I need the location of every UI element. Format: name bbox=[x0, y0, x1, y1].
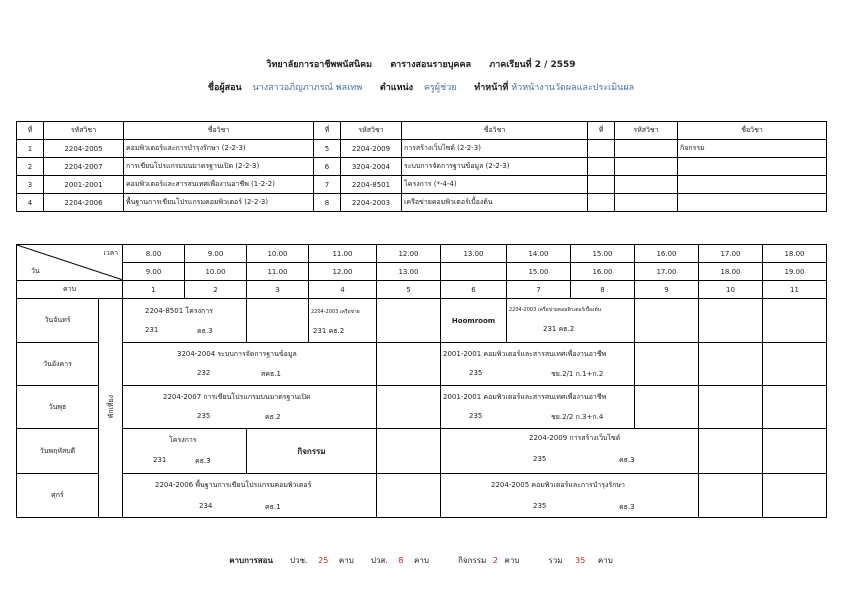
cell: 3204-2004 bbox=[341, 158, 402, 176]
class-slot bbox=[441, 343, 635, 386]
empty-slot bbox=[763, 386, 827, 429]
time-cell: 16.00 bbox=[635, 245, 699, 263]
cell: 4 bbox=[17, 194, 44, 212]
class-room: 231 bbox=[153, 456, 167, 464]
period-cell: 9 bbox=[635, 281, 699, 299]
time-cell: 13.00 bbox=[377, 263, 441, 281]
col-name: ชื่อวิชา bbox=[124, 122, 314, 140]
cell: 5 bbox=[314, 140, 341, 158]
period-cell: 8 bbox=[571, 281, 635, 299]
pvc-value: 25 bbox=[318, 556, 329, 565]
time-end-row bbox=[17, 263, 827, 281]
teaching-summary bbox=[0, 554, 842, 567]
cell: 2001-2001 bbox=[44, 176, 124, 194]
empty-slot bbox=[699, 474, 763, 518]
period-cell: 10 bbox=[699, 281, 763, 299]
total-label: รวม bbox=[548, 556, 563, 565]
time-label: เวลา bbox=[103, 249, 118, 257]
empty-slot bbox=[699, 299, 763, 343]
unit: คาบ bbox=[597, 556, 613, 565]
empty-slot bbox=[247, 299, 309, 343]
col-name: ชื่อวิชา bbox=[402, 122, 588, 140]
cell bbox=[588, 158, 615, 176]
class-group: คธ.3 bbox=[619, 456, 635, 464]
cell: 8 bbox=[314, 194, 341, 212]
col-name: ชื่อวิชา bbox=[678, 122, 827, 140]
table-row bbox=[17, 158, 827, 176]
cell: 6 bbox=[314, 158, 341, 176]
cell bbox=[678, 194, 827, 212]
class-code: 2204-2007 การเขียนโปรแกรมบนมาตรฐานเปิด bbox=[163, 393, 311, 401]
cell: กิจกรรม bbox=[678, 140, 827, 158]
class-room: 235 bbox=[533, 502, 547, 510]
class-code: 3204-2004 ระบบการจัดการฐานข้อมูล bbox=[177, 350, 297, 358]
empty-slot bbox=[763, 474, 827, 518]
empty-slot bbox=[377, 429, 441, 474]
day-row-tuesday bbox=[17, 343, 827, 386]
duty-value: หัวหน้างานวัดผลและประเมินผล bbox=[511, 83, 635, 93]
activity-value: 2 bbox=[492, 556, 498, 565]
college-name: วิทยาลัยการอาชีพพนัสนิคม bbox=[266, 60, 373, 70]
col-code: รหัสวิชา bbox=[44, 122, 124, 140]
position-value: ครูผู้ช่วย bbox=[423, 83, 457, 93]
empty-slot bbox=[377, 474, 441, 518]
class-room: 234 bbox=[199, 502, 213, 510]
cell bbox=[615, 176, 678, 194]
position-label: ตำแหน่ง bbox=[379, 83, 414, 93]
time-cell: 12.00 bbox=[309, 263, 377, 281]
time-cell: 17.00 bbox=[699, 245, 763, 263]
unit: คาบ bbox=[414, 556, 429, 565]
class-code: 2001-2001 คอมพิวเตอร์และสารสนเทศเพื่องานอาชีพ bbox=[443, 393, 607, 401]
empty-slot bbox=[763, 299, 827, 343]
unit: คาบ bbox=[338, 556, 354, 565]
time-cell: 19.00 bbox=[763, 263, 827, 281]
empty-slot bbox=[699, 343, 763, 386]
day-name: วันอังคาร bbox=[17, 343, 99, 386]
time-cell: 9.00 bbox=[185, 245, 247, 263]
time-cell: 17.00 bbox=[635, 263, 699, 281]
class-room: 231 คธ.2 bbox=[313, 327, 345, 335]
time-cell: 10.00 bbox=[247, 245, 309, 263]
class-code: โครงการ bbox=[169, 436, 197, 444]
cell: เครือข่ายคอมพิวเตอร์เบื้องต้น bbox=[402, 194, 588, 212]
period-cell: 2 bbox=[185, 281, 247, 299]
time-cell: 13.00 bbox=[441, 245, 507, 263]
class-code: 2204-2003 เครือข่าย bbox=[311, 309, 360, 315]
cell: 1 bbox=[17, 140, 44, 158]
cell: 2204-2007 bbox=[44, 158, 124, 176]
day-row-monday bbox=[17, 299, 827, 343]
term-value: 2 / 2559 bbox=[534, 60, 576, 70]
class-slot bbox=[123, 299, 247, 343]
cell bbox=[588, 194, 615, 212]
teacher-label: ชื่อผู้สอน bbox=[207, 83, 242, 93]
empty-slot bbox=[377, 386, 441, 429]
class-group: ชย.2/1 ก.1+ก.2 bbox=[551, 370, 604, 378]
empty-slot bbox=[635, 386, 699, 429]
class-code: 2001-2001 คอมพิวเตอร์และสารสนเทศเพื่องานอาชีพ bbox=[443, 350, 607, 358]
cell bbox=[588, 176, 615, 194]
class-room: 232 bbox=[197, 369, 211, 377]
day-name: วันพุธ bbox=[17, 386, 99, 429]
cell: คอมพิวเตอร์และการบำรุงรักษา (2-2-3) bbox=[124, 140, 314, 158]
summary-label: คาบการสอน bbox=[229, 556, 273, 565]
class-group: คธ.3 bbox=[195, 457, 211, 465]
period-label: คาบ bbox=[17, 281, 123, 299]
time-cell: 10.00 bbox=[185, 263, 247, 281]
period-cell: 7 bbox=[507, 281, 571, 299]
class-room: 235 bbox=[197, 412, 211, 420]
unit: คาบ bbox=[504, 556, 520, 565]
class-group: สคธ.1 bbox=[261, 370, 281, 378]
period-cell: 4 bbox=[309, 281, 377, 299]
class-slot bbox=[123, 343, 377, 386]
time-cell: 12.00 bbox=[377, 245, 441, 263]
period-cell: 11 bbox=[763, 281, 827, 299]
time-cell: 16.00 bbox=[571, 263, 635, 281]
cell: การสร้างเว็บไซต์ (2-2-3) bbox=[402, 140, 588, 158]
class-slot bbox=[441, 386, 635, 429]
teacher-info bbox=[0, 80, 842, 94]
corner-cell bbox=[17, 245, 123, 281]
table-row bbox=[17, 176, 827, 194]
period-cell: 5 bbox=[377, 281, 441, 299]
table-row bbox=[17, 194, 827, 212]
col-no: ที่ bbox=[588, 122, 615, 140]
time-cell: 15.00 bbox=[507, 263, 571, 281]
col-no: ที่ bbox=[314, 122, 341, 140]
time-cell: 9.00 bbox=[123, 263, 185, 281]
cell bbox=[588, 140, 615, 158]
cell bbox=[615, 158, 678, 176]
period-cell: 6 bbox=[441, 281, 507, 299]
empty-slot bbox=[635, 343, 699, 386]
day-row-friday bbox=[17, 474, 827, 518]
lunch-break-label: พักเที่ยง bbox=[107, 395, 115, 419]
term-label: ภาคเรียนที่ bbox=[489, 60, 532, 70]
class-code: 2204-8501 โครงการ bbox=[145, 307, 213, 315]
class-group: คธ.1 bbox=[265, 503, 281, 511]
activity-slot: กิจกรรม bbox=[247, 429, 377, 474]
cell bbox=[678, 158, 827, 176]
empty-slot bbox=[763, 429, 827, 474]
subject-header-row bbox=[17, 122, 827, 140]
teacher-name: นางสาวอภิญภาภรณ์ พลเทพ bbox=[252, 83, 363, 93]
time-start-row bbox=[17, 245, 827, 263]
lunch-break-cell bbox=[99, 299, 123, 518]
day-name: ศุกร์ bbox=[17, 474, 99, 518]
class-code: 2204-2006 พื้นฐานการเขียนโปรแกรมคอมพิวเตอร์ bbox=[155, 481, 312, 489]
cell: 3 bbox=[17, 176, 44, 194]
time-cell: 18.00 bbox=[699, 263, 763, 281]
class-slot bbox=[123, 429, 247, 474]
class-room: 235 bbox=[469, 369, 483, 377]
empty-slot bbox=[763, 343, 827, 386]
class-group: ชย.2/2 ก.3+ก.4 bbox=[551, 413, 604, 421]
class-code: 2204-2009 การสร้างเว็บไซต์ bbox=[529, 434, 621, 442]
day-label: วัน bbox=[31, 267, 40, 275]
class-slot bbox=[441, 474, 699, 518]
cell bbox=[615, 194, 678, 212]
time-cell: 18.00 bbox=[763, 245, 827, 263]
class-code: 2204-2005 คอมพิวเตอร์และการบำรุงรักษา bbox=[491, 481, 625, 489]
cell bbox=[678, 176, 827, 194]
cell bbox=[615, 140, 678, 158]
class-code: 2204-2003 เครือข่ายคอมพิวเตอร์เบื้องต้น bbox=[509, 307, 602, 313]
col-code: รหัสวิชา bbox=[341, 122, 402, 140]
class-slot bbox=[123, 386, 377, 429]
pvc-label: ปวช. bbox=[290, 556, 308, 565]
cell: 2204-2003 bbox=[341, 194, 402, 212]
time-cell: 11.00 bbox=[309, 245, 377, 263]
time-cell: 8.00 bbox=[123, 245, 185, 263]
empty-slot bbox=[377, 299, 441, 343]
class-slot bbox=[441, 429, 699, 474]
cell: 2 bbox=[17, 158, 44, 176]
timetable bbox=[16, 244, 827, 518]
class-room: 231 คธ.2 bbox=[543, 325, 575, 333]
time-cell bbox=[441, 263, 507, 281]
total-value: 35 bbox=[575, 556, 586, 565]
page-title bbox=[0, 57, 842, 71]
pvs-label: ปวส. bbox=[370, 556, 388, 565]
class-group: คธ.3 bbox=[619, 503, 635, 511]
subject-list-table bbox=[16, 121, 827, 212]
class-room: 235 bbox=[533, 455, 547, 463]
empty-slot bbox=[377, 343, 441, 386]
class-slot bbox=[309, 299, 377, 343]
day-name: วันพฤหัสบดี bbox=[17, 429, 99, 474]
activity-label: กิจกรรม bbox=[458, 556, 487, 565]
class-group: คธ.3 bbox=[197, 327, 213, 335]
class-slot bbox=[507, 299, 635, 343]
time-cell: 11.00 bbox=[247, 263, 309, 281]
day-row-wednesday bbox=[17, 386, 827, 429]
schedule-type: ตารางสอนรายบุคคล bbox=[390, 60, 471, 70]
duty-label: ทำหน้าที่ bbox=[474, 83, 509, 93]
cell: 2204-2005 bbox=[44, 140, 124, 158]
col-no: ที่ bbox=[17, 122, 44, 140]
cell: การเขียนโปรแกรมบนมาตรฐานเปิด (2-2-3) bbox=[124, 158, 314, 176]
day-row-thursday bbox=[17, 429, 827, 474]
cell: คอมพิวเตอร์และสารสนเทศเพื่องานอาชีพ (1-2-2) bbox=[124, 176, 314, 194]
class-slot bbox=[123, 474, 377, 518]
cell: 2204-8501 bbox=[341, 176, 402, 194]
time-cell: 14.00 bbox=[507, 245, 571, 263]
pvs-value: 8 bbox=[398, 556, 404, 565]
cell: โครงการ (*-4-4) bbox=[402, 176, 588, 194]
cell: ระบบการจัดการฐานข้อมูล (2-2-3) bbox=[402, 158, 588, 176]
empty-slot bbox=[635, 299, 699, 343]
cell: 2204-2009 bbox=[341, 140, 402, 158]
cell: 2204-2006 bbox=[44, 194, 124, 212]
class-room: 231 bbox=[145, 326, 159, 334]
period-cell: 3 bbox=[247, 281, 309, 299]
class-room: 235 bbox=[469, 412, 483, 420]
empty-slot bbox=[699, 429, 763, 474]
class-group: คธ.2 bbox=[265, 413, 281, 421]
time-cell: 15.00 bbox=[571, 245, 635, 263]
empty-slot bbox=[699, 386, 763, 429]
day-name: วันจันทร์ bbox=[17, 299, 99, 343]
cell: พื้นฐานการเขียนโปรแกรมคอมพิวเตอร์ (2-2-3) bbox=[124, 194, 314, 212]
table-row bbox=[17, 140, 827, 158]
homeroom-slot: Hoomroom bbox=[441, 299, 507, 343]
period-cell: 1 bbox=[123, 281, 185, 299]
period-row bbox=[17, 281, 827, 299]
col-code: รหัสวิชา bbox=[615, 122, 678, 140]
cell: 7 bbox=[314, 176, 341, 194]
